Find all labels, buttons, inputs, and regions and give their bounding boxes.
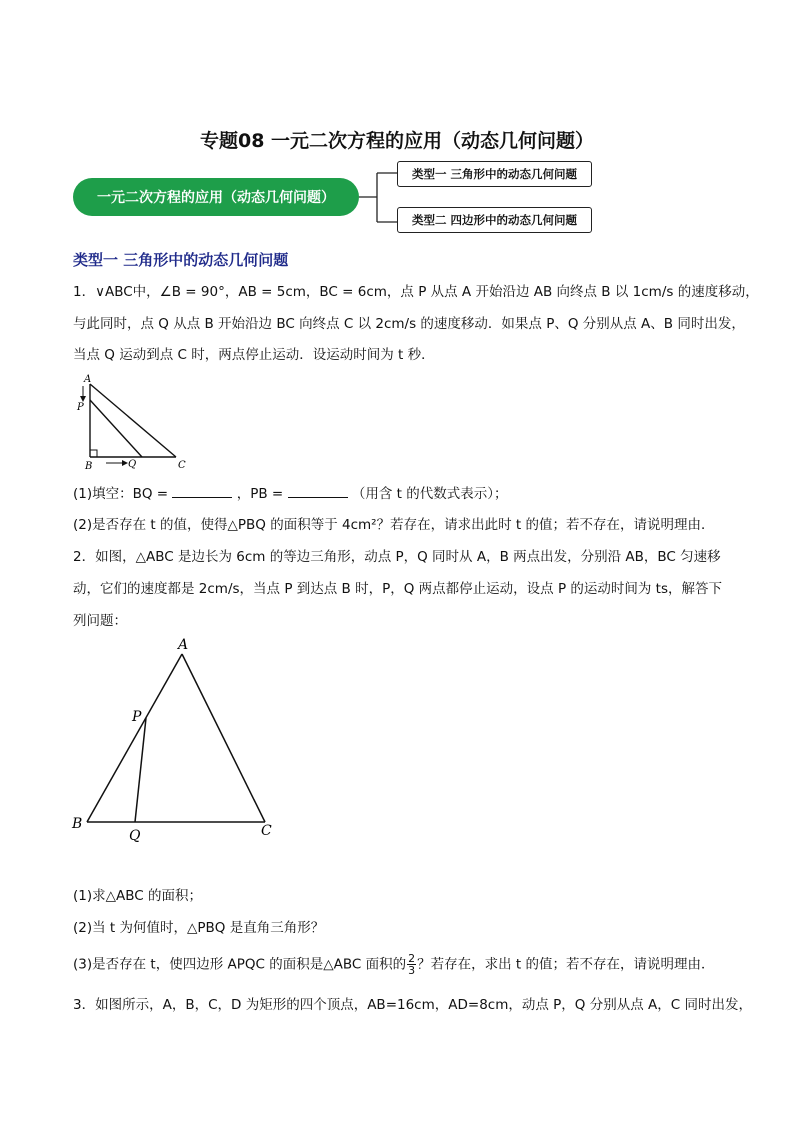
fraction-two-thirds [407,953,416,976]
q2-text-line-2: 动，它们的速度都是 2cm/s，当点 P 到达点 B 时，P，Q 两点都停止运动，设点 P 的运动时间为 ts，解答下 [73,581,723,597]
mindmap-branch-2: 类型二 四边形中的动态几何问题 [397,207,592,233]
q2-text-line-3: 列问题： [73,613,127,629]
mindmap-connector [355,160,400,240]
q2-sub3-prefix: (3)是否存在 t，使四边形 APQC 的面积是△ABC 面积的 [73,956,407,973]
q1-text-line-1: 1．∨ABC中，∠B = 90°，AB = 5cm，BC = 6cm，点 P 从点 A 开始沿边 AB 向终点 B 以 1cm/s 的速度移动， [73,284,759,300]
answer-blank-bq[interactable] [172,483,232,498]
q2-label-a: A [178,637,189,653]
q1-text-line-2: 与此同时，点 Q 从点 B 开始沿边 BC 向终点 C 以 2cm/s 的速度移动．如果点 P、Q 分别从点 A、B 同时出发， [73,316,745,332]
q1-label-b: B [85,461,93,472]
fraction-numerator: 2 [408,952,416,965]
answer-blank-pb[interactable] [288,483,348,498]
q1-figure [76,372,196,472]
page-title: 专题08 一元二次方程的应用（动态几何问题） [199,130,595,152]
q2-sub3-suffix: ？若存在，求出 t 的值；若不存在，请说明理由． [417,956,715,973]
q2-label-q: Q [129,828,141,844]
q1-sub1 [73,483,733,504]
q2-figure [68,632,288,847]
q1-sub1-middle: ，PB = [236,486,284,502]
q2-sub2: (2)当 t 为何值时，△PBQ 是直角三角形？ [73,920,325,936]
q1-label-c: C [178,460,186,471]
mindmap-branch-1: 类型一 三角形中的动态几何问题 [397,161,592,187]
fraction-denominator: 3 [408,964,416,977]
q1-label-q: Q [128,459,137,470]
q3-text-line-1: 3．如图所示，A，B，C，D 为矩形的四个顶点，AB=16cm，AD=8cm，动点 P，Q 分别从点 A，C 同时出发， [73,997,752,1013]
q1-label-p: P [77,402,84,413]
mindmap-root: 一元二次方程的应用（动态几何问题） [73,178,359,216]
q2-label-c: C [261,823,272,839]
q2-text-line-1: 2．如图，△ABC 是边长为 6cm 的等边三角形，动点 P，Q 同时从 A，B 两点出发，分别沿 AB，BC 匀速移 [73,549,721,565]
q1-text-line-3: 当点 Q 运动到点 C 时，两点停止运动．设运动时间为 t 秒． [73,347,435,363]
q2-label-p: P [132,709,142,725]
q1-sub1-prefix: (1)填空：BQ = [73,486,169,502]
section-heading: 类型一 三角形中的动态几何问题 [73,251,289,269]
q1-label-a: A [84,374,92,385]
q2-label-b: B [72,816,83,832]
q1-sub2: (2)是否存在 t 的值，使得△PBQ 的面积等于 4cm²？若存在，请求出此时 t 的值；若不存在，请说明理由． [73,517,715,533]
q1-sub1-suffix: （用含 t 的代数式表示）； [351,486,508,502]
q2-sub1: (1)求△ABC 的面积； [73,888,202,904]
q2-sub3 [73,953,733,976]
